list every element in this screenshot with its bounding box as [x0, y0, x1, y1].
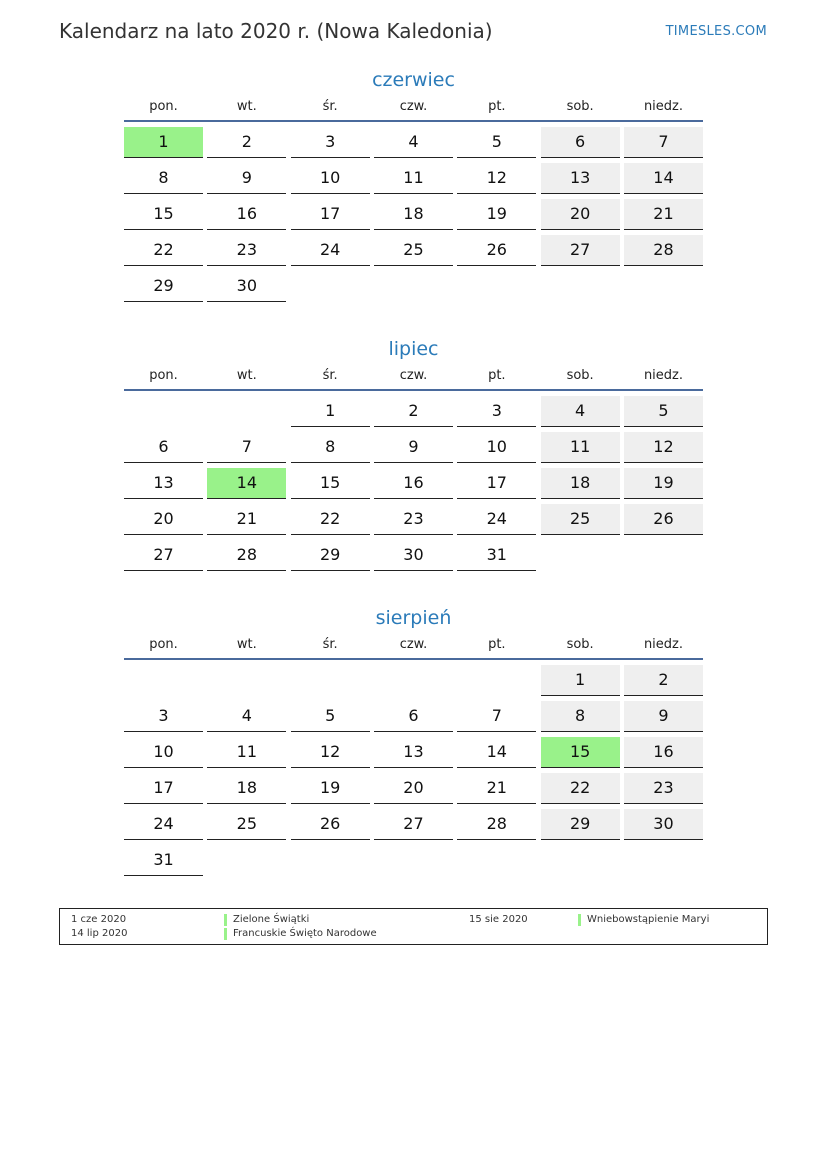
month-calendar [124, 67, 703, 306]
day-cell: 15 [291, 468, 370, 499]
day-cell: 10 [291, 163, 370, 194]
day-cell: 18 [541, 468, 620, 499]
month-name: sierpień [375, 607, 452, 629]
day-cell: 27 [124, 540, 203, 571]
weekday-label: sob. [566, 637, 594, 652]
legend-holiday-name: Francuskie Święto Narodowe [224, 928, 377, 940]
month-name: czerwiec [372, 69, 455, 91]
day-cell: 4 [207, 701, 286, 732]
weekday-header [124, 368, 703, 389]
day-cell: 16 [374, 468, 453, 499]
weekday-label: wt. [236, 637, 257, 652]
day-cell: 12 [624, 432, 703, 463]
weekday-header [124, 637, 703, 658]
weekday-label: wt. [236, 368, 257, 383]
day-cell: 2 [207, 127, 286, 158]
day-cell: 30 [624, 809, 703, 840]
day-cell: 6 [541, 127, 620, 158]
day-cell: 13 [374, 737, 453, 768]
day-cell: 8 [541, 701, 620, 732]
day-cell: 29 [541, 809, 620, 840]
day-cell: 20 [124, 504, 203, 535]
day-cell: 29 [291, 540, 370, 571]
day-cell: 17 [457, 468, 536, 499]
holiday-day-cell: 1 [124, 127, 203, 158]
day-cell: 18 [374, 199, 453, 230]
day-cell: 6 [124, 432, 203, 463]
day-cell: 5 [291, 701, 370, 732]
day-cell: 9 [624, 701, 703, 732]
legend-holiday-name: Wniebowstąpienie Maryi [578, 914, 709, 926]
day-cell: 17 [124, 773, 203, 804]
day-cell: 30 [374, 540, 453, 571]
weekday-label: pt. [488, 637, 506, 652]
day-cell: 25 [374, 235, 453, 266]
day-cell: 14 [624, 163, 703, 194]
day-cell: 21 [207, 504, 286, 535]
day-cell: 13 [541, 163, 620, 194]
day-cell: 22 [124, 235, 203, 266]
weekday-label: sob. [566, 99, 594, 114]
day-cell: 3 [457, 396, 536, 427]
day-cell: 23 [374, 504, 453, 535]
day-cell: 24 [457, 504, 536, 535]
legend-date: 14 lip 2020 [71, 928, 128, 939]
empty-cell [207, 396, 286, 427]
empty-cell [457, 665, 536, 696]
day-cell: 2 [624, 665, 703, 696]
day-cell: 20 [541, 199, 620, 230]
legend-date: 15 sie 2020 [469, 914, 528, 925]
day-cell: 8 [291, 432, 370, 463]
day-cell: 15 [124, 199, 203, 230]
day-cell: 19 [457, 199, 536, 230]
day-cell: 1 [291, 396, 370, 427]
day-cell: 4 [541, 396, 620, 427]
day-cell: 31 [124, 845, 203, 876]
legend-holiday-name: Zielone Świątki [224, 914, 309, 926]
weekday-label: niedz. [643, 368, 683, 383]
header-separator [124, 658, 703, 660]
day-grid [124, 664, 703, 880]
day-cell: 8 [124, 163, 203, 194]
day-cell: 3 [291, 127, 370, 158]
weekday-label: sob. [566, 368, 594, 383]
day-cell: 23 [624, 773, 703, 804]
day-cell: 28 [624, 235, 703, 266]
day-cell: 11 [207, 737, 286, 768]
day-cell: 24 [291, 235, 370, 266]
weekday-label: pon. [149, 368, 178, 383]
day-cell: 22 [541, 773, 620, 804]
weekday-label: pt. [488, 368, 506, 383]
day-cell: 21 [624, 199, 703, 230]
day-cell: 17 [291, 199, 370, 230]
empty-cell [374, 665, 453, 696]
day-cell: 11 [541, 432, 620, 463]
day-cell: 13 [124, 468, 203, 499]
day-cell: 28 [457, 809, 536, 840]
weekday-label: śr. [322, 368, 338, 383]
holiday-legend [59, 908, 768, 945]
weekday-label: pt. [488, 99, 506, 114]
day-cell: 23 [207, 235, 286, 266]
weekday-label: pon. [149, 637, 178, 652]
day-cell: 30 [207, 271, 286, 302]
day-cell: 19 [624, 468, 703, 499]
weekday-label: niedz. [643, 99, 683, 114]
weekday-label: czw. [399, 368, 428, 383]
day-cell: 14 [457, 737, 536, 768]
day-cell: 26 [457, 235, 536, 266]
day-cell: 10 [457, 432, 536, 463]
weekday-label: czw. [399, 637, 428, 652]
weekday-label: pon. [149, 99, 178, 114]
day-cell: 21 [457, 773, 536, 804]
day-cell: 2 [374, 396, 453, 427]
month-name: lipiec [388, 338, 439, 360]
day-cell: 28 [207, 540, 286, 571]
day-cell: 27 [541, 235, 620, 266]
page-title: Kalendarz na lato 2020 r. (Nowa Kaledonia) [59, 19, 493, 43]
day-cell: 20 [374, 773, 453, 804]
empty-cell [291, 665, 370, 696]
day-cell: 26 [624, 504, 703, 535]
day-cell: 18 [207, 773, 286, 804]
empty-cell [124, 396, 203, 427]
day-cell: 7 [457, 701, 536, 732]
month-calendar [124, 605, 703, 880]
empty-cell [124, 665, 203, 696]
day-cell: 5 [457, 127, 536, 158]
day-cell: 26 [291, 809, 370, 840]
empty-cell [207, 665, 286, 696]
day-cell: 5 [624, 396, 703, 427]
month-calendar [124, 336, 703, 575]
day-cell: 9 [374, 432, 453, 463]
site-brand-link[interactable]: TIMESLES.COM [665, 24, 767, 39]
holiday-day-cell: 14 [207, 468, 286, 499]
header-separator [124, 389, 703, 391]
day-cell: 12 [291, 737, 370, 768]
day-cell: 12 [457, 163, 536, 194]
header-separator [124, 120, 703, 122]
day-cell: 10 [124, 737, 203, 768]
day-cell: 27 [374, 809, 453, 840]
weekday-label: wt. [236, 99, 257, 114]
weekday-label: niedz. [643, 637, 683, 652]
weekday-label: czw. [399, 99, 428, 114]
weekday-label: śr. [322, 99, 338, 114]
day-cell: 3 [124, 701, 203, 732]
day-grid [124, 395, 703, 575]
holiday-day-cell: 15 [541, 737, 620, 768]
weekday-label: śr. [322, 637, 338, 652]
day-cell: 1 [541, 665, 620, 696]
day-cell: 19 [291, 773, 370, 804]
day-cell: 9 [207, 163, 286, 194]
day-cell: 31 [457, 540, 536, 571]
day-cell: 24 [124, 809, 203, 840]
day-cell: 29 [124, 271, 203, 302]
day-cell: 25 [541, 504, 620, 535]
day-cell: 25 [207, 809, 286, 840]
day-cell: 22 [291, 504, 370, 535]
day-cell: 4 [374, 127, 453, 158]
day-cell: 16 [624, 737, 703, 768]
day-cell: 6 [374, 701, 453, 732]
day-cell: 11 [374, 163, 453, 194]
legend-date: 1 cze 2020 [71, 914, 127, 925]
day-cell: 16 [207, 199, 286, 230]
day-cell: 7 [207, 432, 286, 463]
weekday-header [124, 99, 703, 120]
day-grid [124, 126, 703, 306]
day-cell: 7 [624, 127, 703, 158]
